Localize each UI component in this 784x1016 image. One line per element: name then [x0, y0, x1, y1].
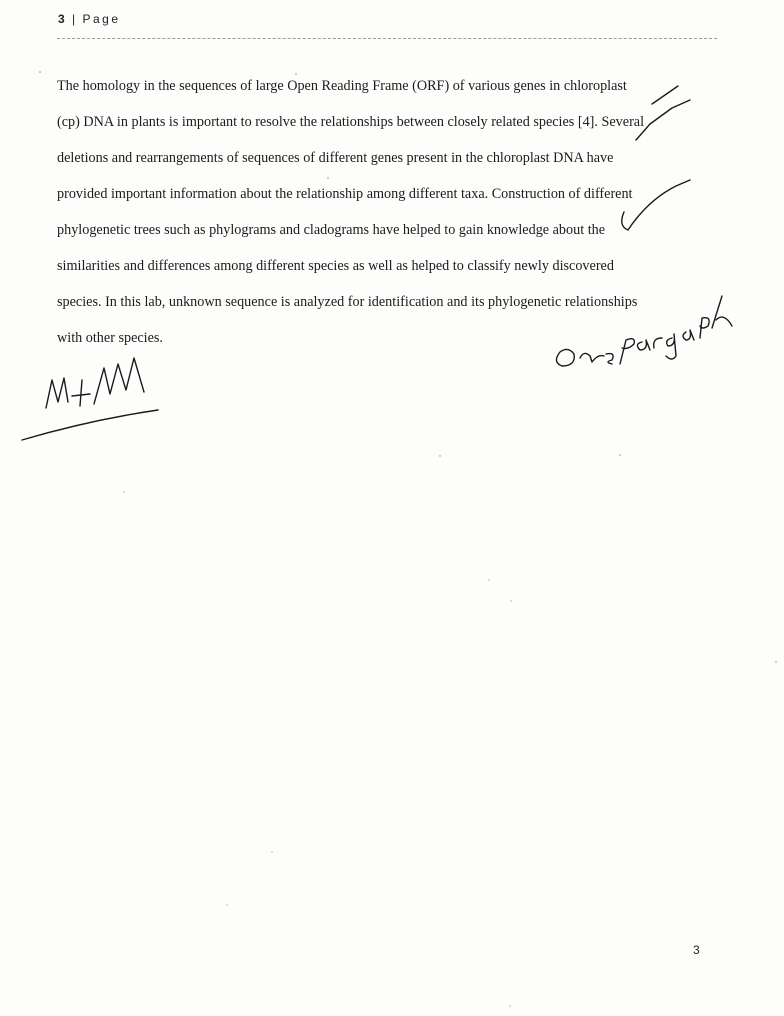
header-page-word: Page [82, 12, 121, 26]
strike-mark-chloroplast [652, 86, 678, 104]
check-mark-species [636, 100, 690, 140]
paragraph-line: with other species. [57, 330, 163, 346]
page-header [58, 12, 121, 26]
paragraph-line: provided important information about the relationship among different taxa. Construction of different [57, 186, 633, 202]
header-separator: | [72, 12, 76, 26]
footer-page-number: 3 [693, 943, 700, 957]
paragraph-line: phylogenetic trees such as phylograms and cladograms have helped to gain knowledge about the [57, 222, 606, 238]
paragraph-line: similarities and differences among different species as well as helped to classify newly discovered [57, 258, 614, 274]
paragraph-line: The homology in the sequences of large Open Reading Frame (ORF) of various genes in chloroplast [57, 78, 627, 94]
handwritten-initials [46, 358, 144, 408]
paragraph-line: (cp) DNA in plants is important to resolve the relationships between closely related species [4]. Several [57, 114, 645, 130]
signature-underline [22, 410, 158, 440]
header-divider [57, 38, 717, 39]
paragraph-line: deletions and rearrangements of sequences of different genes present in the chloroplast DNA have [57, 150, 614, 166]
header-page-number: 3 [58, 12, 66, 26]
paragraph-line: species. In this lab, unknown sequence is analyzed for identification and its phylogenetic relationships [57, 294, 638, 310]
